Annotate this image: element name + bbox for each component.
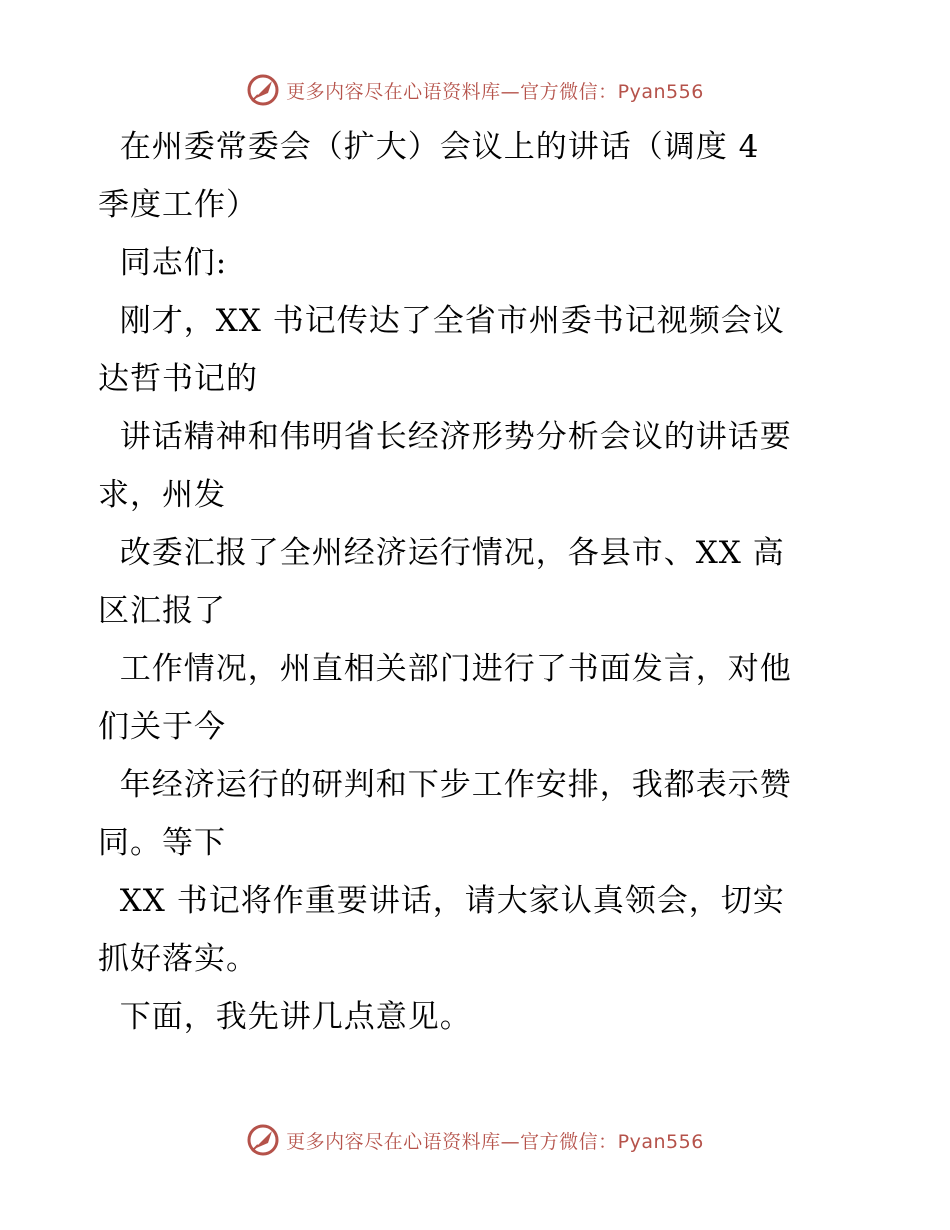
doc-line: 季度工作） bbox=[98, 187, 258, 223]
doc-line: 在州委常委会（扩大）会议上的讲话（调度 4 bbox=[98, 129, 760, 165]
doc-line: 下面，我先讲几点意见。 bbox=[98, 999, 472, 1035]
doc-line: 讲话精神和伟明省长经济形势分析会议的讲话要 bbox=[98, 419, 792, 455]
document-body bbox=[98, 118, 858, 1046]
header-brand-text: 更多内容尽在心语资料库—官方微信：Pyan556 bbox=[286, 80, 704, 103]
quill-logo-icon bbox=[246, 1123, 280, 1157]
page-footer bbox=[0, 1120, 950, 1160]
doc-line: 求，州发 bbox=[98, 477, 226, 513]
doc-line: 同。等下 bbox=[98, 825, 226, 861]
page-header bbox=[0, 70, 950, 110]
doc-line: 同志们: bbox=[98, 245, 228, 281]
doc-line: 达哲书记的 bbox=[98, 361, 258, 397]
doc-line: 年经济运行的研判和下步工作安排，我都表示赞 bbox=[98, 767, 792, 803]
doc-line: XX 书记将作重要讲话，请大家认真领会，切实 bbox=[98, 883, 785, 919]
doc-line: 区汇报了 bbox=[98, 593, 226, 629]
quill-logo-icon bbox=[246, 73, 280, 107]
header-brand bbox=[246, 73, 704, 107]
footer-brand-text: 更多内容尽在心语资料库—官方微信：Pyan556 bbox=[286, 1130, 704, 1153]
doc-line: 刚才，XX 书记传达了全省市州委书记视频会议 bbox=[98, 303, 785, 339]
doc-line: 改委汇报了全州经济运行情况，各县市、XX 高 bbox=[98, 535, 785, 571]
doc-line: 们关于今 bbox=[98, 709, 226, 745]
doc-line: 抓好落实。 bbox=[98, 941, 258, 977]
footer-brand bbox=[246, 1123, 704, 1157]
doc-line: 工作情况，州直相关部门进行了书面发言，对他 bbox=[98, 651, 792, 687]
